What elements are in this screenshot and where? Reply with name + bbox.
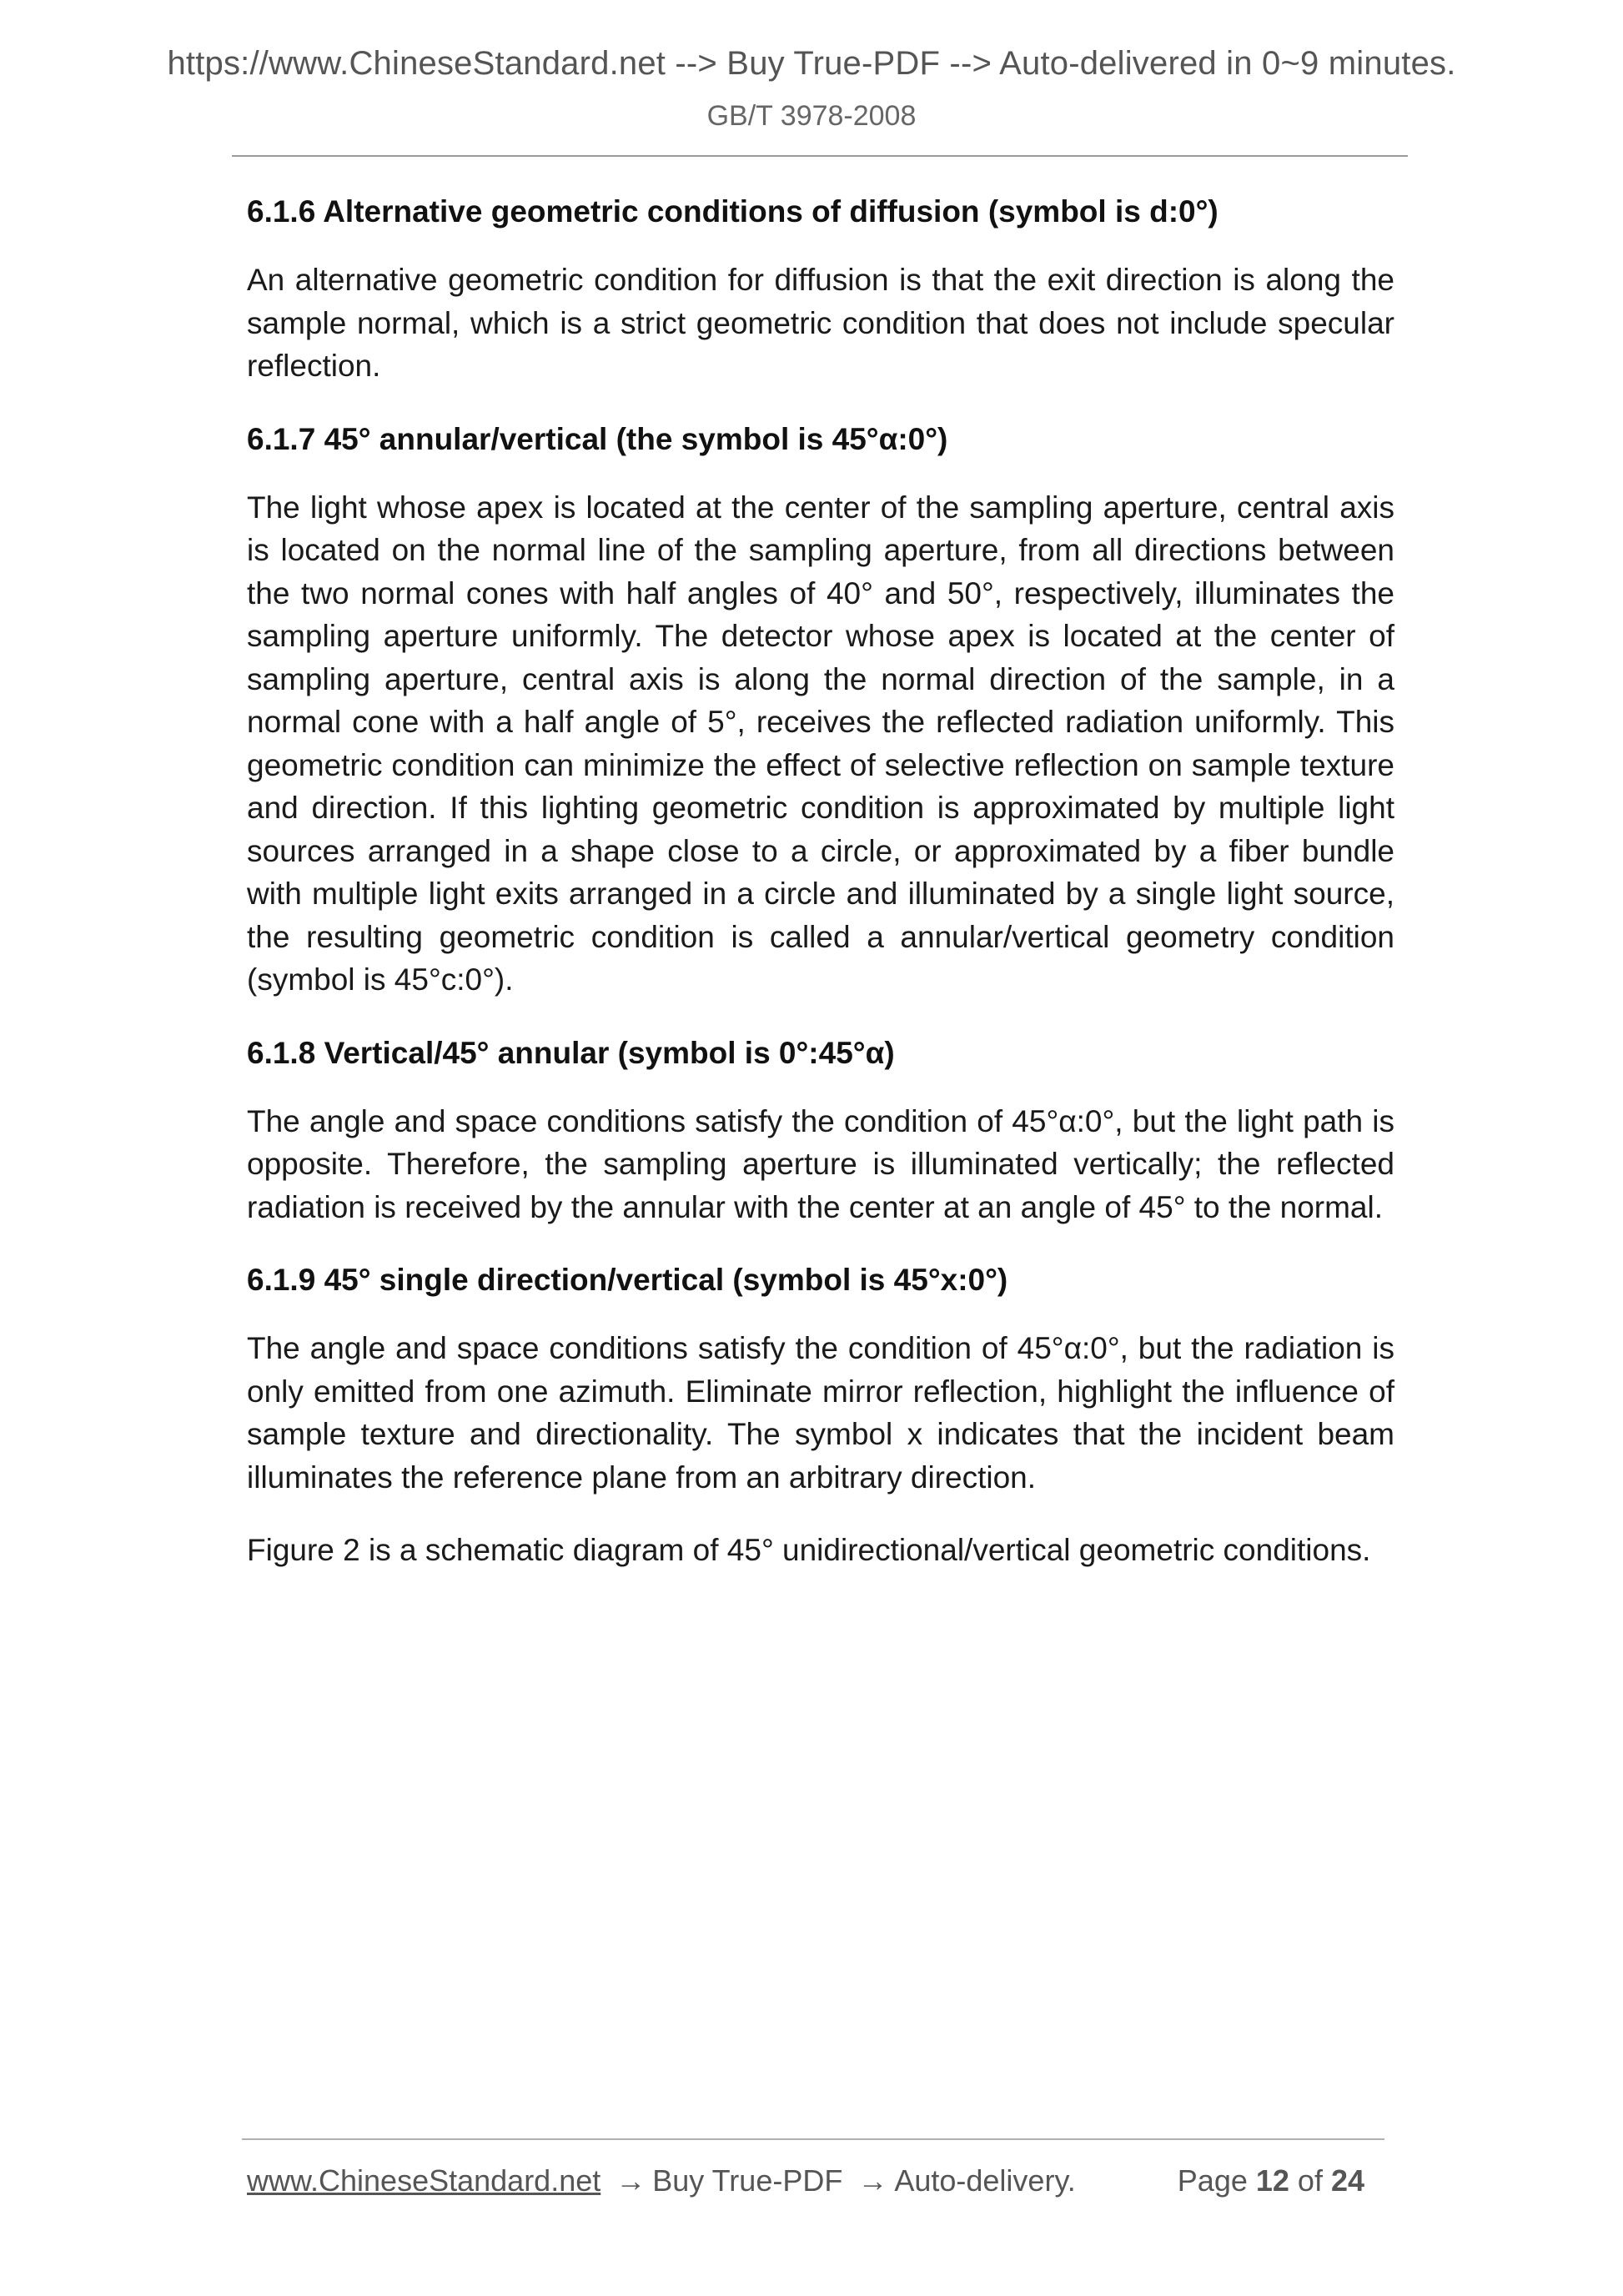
auto-delivery-text: Auto-delivery. <box>894 2163 1076 2198</box>
section-6-1-8 <box>247 1032 1394 1229</box>
page-label: Page <box>1177 2163 1248 2198</box>
buy-true-pdf-text: Buy True-PDF <box>652 2163 843 2198</box>
section-paragraph: The light whose apex is located at the center of the sampling aperture, central axis is located on the normal line of the sampling aperture, from all directions between the two normal cones with half angles of 40° and 50°, respectively, illuminates the sampling aperture uniformly. The detector whose apex is located at the center of sampling aperture, central axis is along the normal direction of the sample, in a normal cone with a half angle of 5°, receives the reflected radiation uniformly. This geometric condition can minimize the effect of selective reflection on sample texture and direction. If this lighting geometric condition is approximated by multiple light sources arranged in a shape close to a circle, or approximated by a fiber bundle with multiple light exits arranged in a circle and illuminated by a single light source, the resulting geometric condition is called a annular/vertical geometry condition (symbol is 45°c:0°). <box>247 490 1394 997</box>
section-paragraph: The angle and space conditions satisfy the condition of 45°α:0°, but the light path is opposite. Therefore, the sampling aperture is illuminated vertically; the reflected radiation is received by the annular with the center at an angle of 45° to the normal. <box>247 1103 1394 1224</box>
page-footer <box>247 2163 1381 2205</box>
section-paragraph: The angle and space conditions satisfy the condition of 45°α:0°, but the radiation is only emitted from one azimuth. Eliminate mirror reflection, highlight the influence of sample texture and directionality. The symbol x indicates that the incident beam illuminates the reference plane from an arbitrary direction. <box>247 1331 1394 1495</box>
arrow-right-icon: → <box>616 2163 646 2198</box>
section-heading: 6.1.6 Alternative geometric conditions of diffusion (symbol is d:0°) <box>247 194 1219 229</box>
footer-divider <box>242 2138 1384 2140</box>
arrow-right-icon: → <box>857 2163 888 2198</box>
section-6-1-9 <box>247 1259 1394 1572</box>
figure-reference-paragraph: Figure 2 is a schematic diagram of 45° unidirectional/vertical geometric conditions. <box>247 1533 1371 1567</box>
section-paragraph: An alternative geometric condition for diffusion is that the exit direction is along the sample normal, which is a strict geometric condition that does not include specular reflection. <box>247 263 1394 383</box>
page-indicator <box>1178 2163 1373 2198</box>
section-6-1-7 <box>247 418 1394 1002</box>
chinesestandard-link[interactable]: www.ChineseStandard.net <box>247 2163 601 2198</box>
total-page-count: 24 <box>1330 2163 1364 2198</box>
document-body <box>247 190 1394 1602</box>
top-banner-url: https://www.ChineseStandard.net --> Buy True-PDF --> Auto-delivered in 0~9 minutes. <box>167 45 1456 82</box>
of-label: of <box>1297 2163 1323 2198</box>
section-heading: 6.1.9 45° single direction/vertical (symbol is 45°x:0°) <box>247 1263 1008 1297</box>
header-divider <box>232 155 1408 157</box>
section-heading: 6.1.7 45° annular/vertical (the symbol is 45°α:0°) <box>247 421 948 456</box>
section-6-1-6 <box>247 190 1394 388</box>
section-heading: 6.1.8 Vertical/45° annular (symbol is 0°:45°α) <box>247 1035 895 1070</box>
document-code: GB/T 3978-2008 <box>706 100 917 132</box>
current-page-number: 12 <box>1255 2163 1289 2198</box>
footer-promo <box>247 2163 1076 2198</box>
